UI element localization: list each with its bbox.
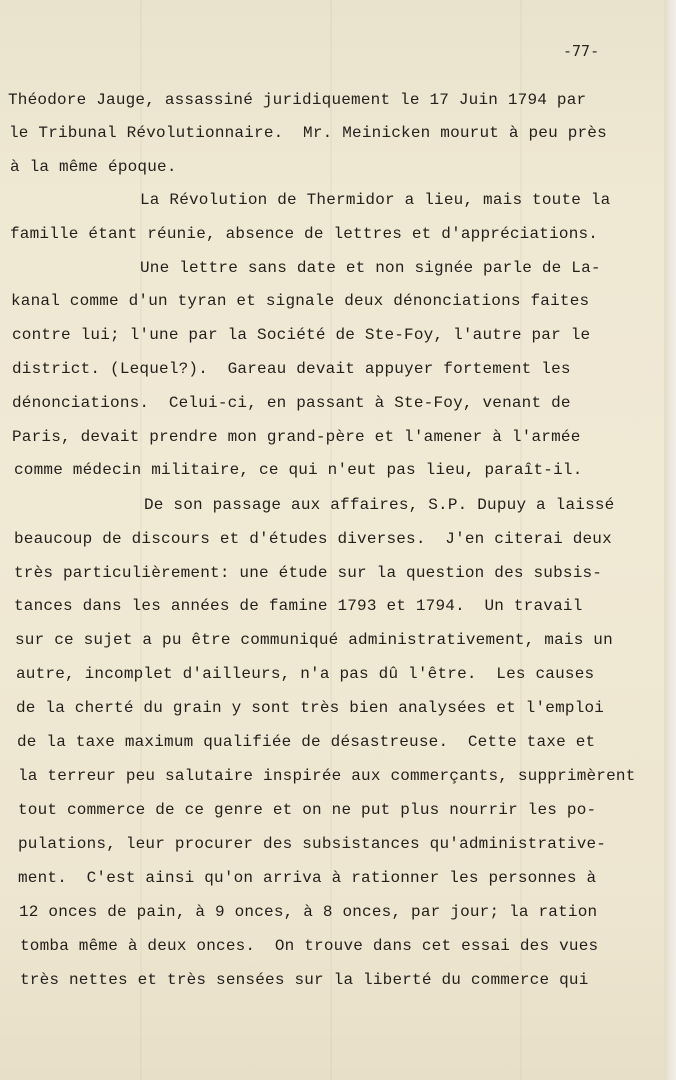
text-line: tout commerce de ce genre et on ne put plus nourrir les po- [18,801,597,819]
text-line: de la cherté du grain y sont très bien analysées et l'emploi [16,699,605,717]
text-line: La Révolution de Thermidor a lieu, mais toute la [140,191,611,209]
page-number: -77- [563,42,600,60]
text-line: Une lettre sans date et non signée parle de La- [140,259,601,277]
text-line: famille étant réunie, absence de lettres et d'appréciations. [10,225,599,243]
text-line: De son passage aux affaires, S.P. Dupuy a laissé [144,496,615,514]
text-line: la terreur peu salutaire inspirée aux commerçants, supprimèrent [18,767,636,785]
text-line: pulations, leur procurer des subsistances qu'administrative- [18,835,607,853]
text-line: autre, incomplet d'ailleurs, n'a pas dû l'être. Les causes [16,665,595,683]
text-line: 12 onces de pain, à 9 onces, à 8 onces, par jour; la ration [19,903,598,921]
text-line: dénonciations. Celui-ci, en passant à Ste-Foy, venant de [12,394,571,412]
page-edge [664,0,676,1080]
text-line: tomba même à deux onces. On trouve dans cet essai des vues [20,937,599,955]
text-line: le Tribunal Révolutionnaire. Mr. Meinicken mourut à peu près [9,124,607,142]
text-line: kanal comme d'un tyran et signale deux dénonciations faites [11,292,590,310]
text-line: très nettes et très sensées sur la liberté du commerce qui [20,971,589,989]
text-line: contre lui; l'une par la Société de Ste-Foy, l'autre par le [12,326,591,344]
text-line: tances dans les années de famine 1793 et 1794. Un travail [14,597,583,615]
text-line: Théodore Jauge, assassiné juridiquement le 17 Juin 1794 par [8,91,587,109]
text-line: district. (Lequel?). Gareau devait appuyer fortement les [12,360,571,378]
text-line: comme médecin militaire, ce qui n'eut pas lieu, paraît-il. [14,461,583,479]
text-line: Paris, devait prendre mon grand-père et l'amener à l'armée [12,428,581,446]
text-line: ment. C'est ainsi qu'on arriva à rationner les personnes à [18,869,597,887]
text-line: beaucoup de discours et d'études diverses. J'en citerai deux [14,530,612,548]
text-line: sur ce sujet a pu être communiqué administrativement, mais un [15,631,613,649]
text-line: à la même époque. [10,158,177,176]
text-line: de la taxe maximum qualifiée de désastreuse. Cette taxe et [17,733,596,751]
text-line: très particulièrement: une étude sur la question des subsis- [14,564,603,582]
